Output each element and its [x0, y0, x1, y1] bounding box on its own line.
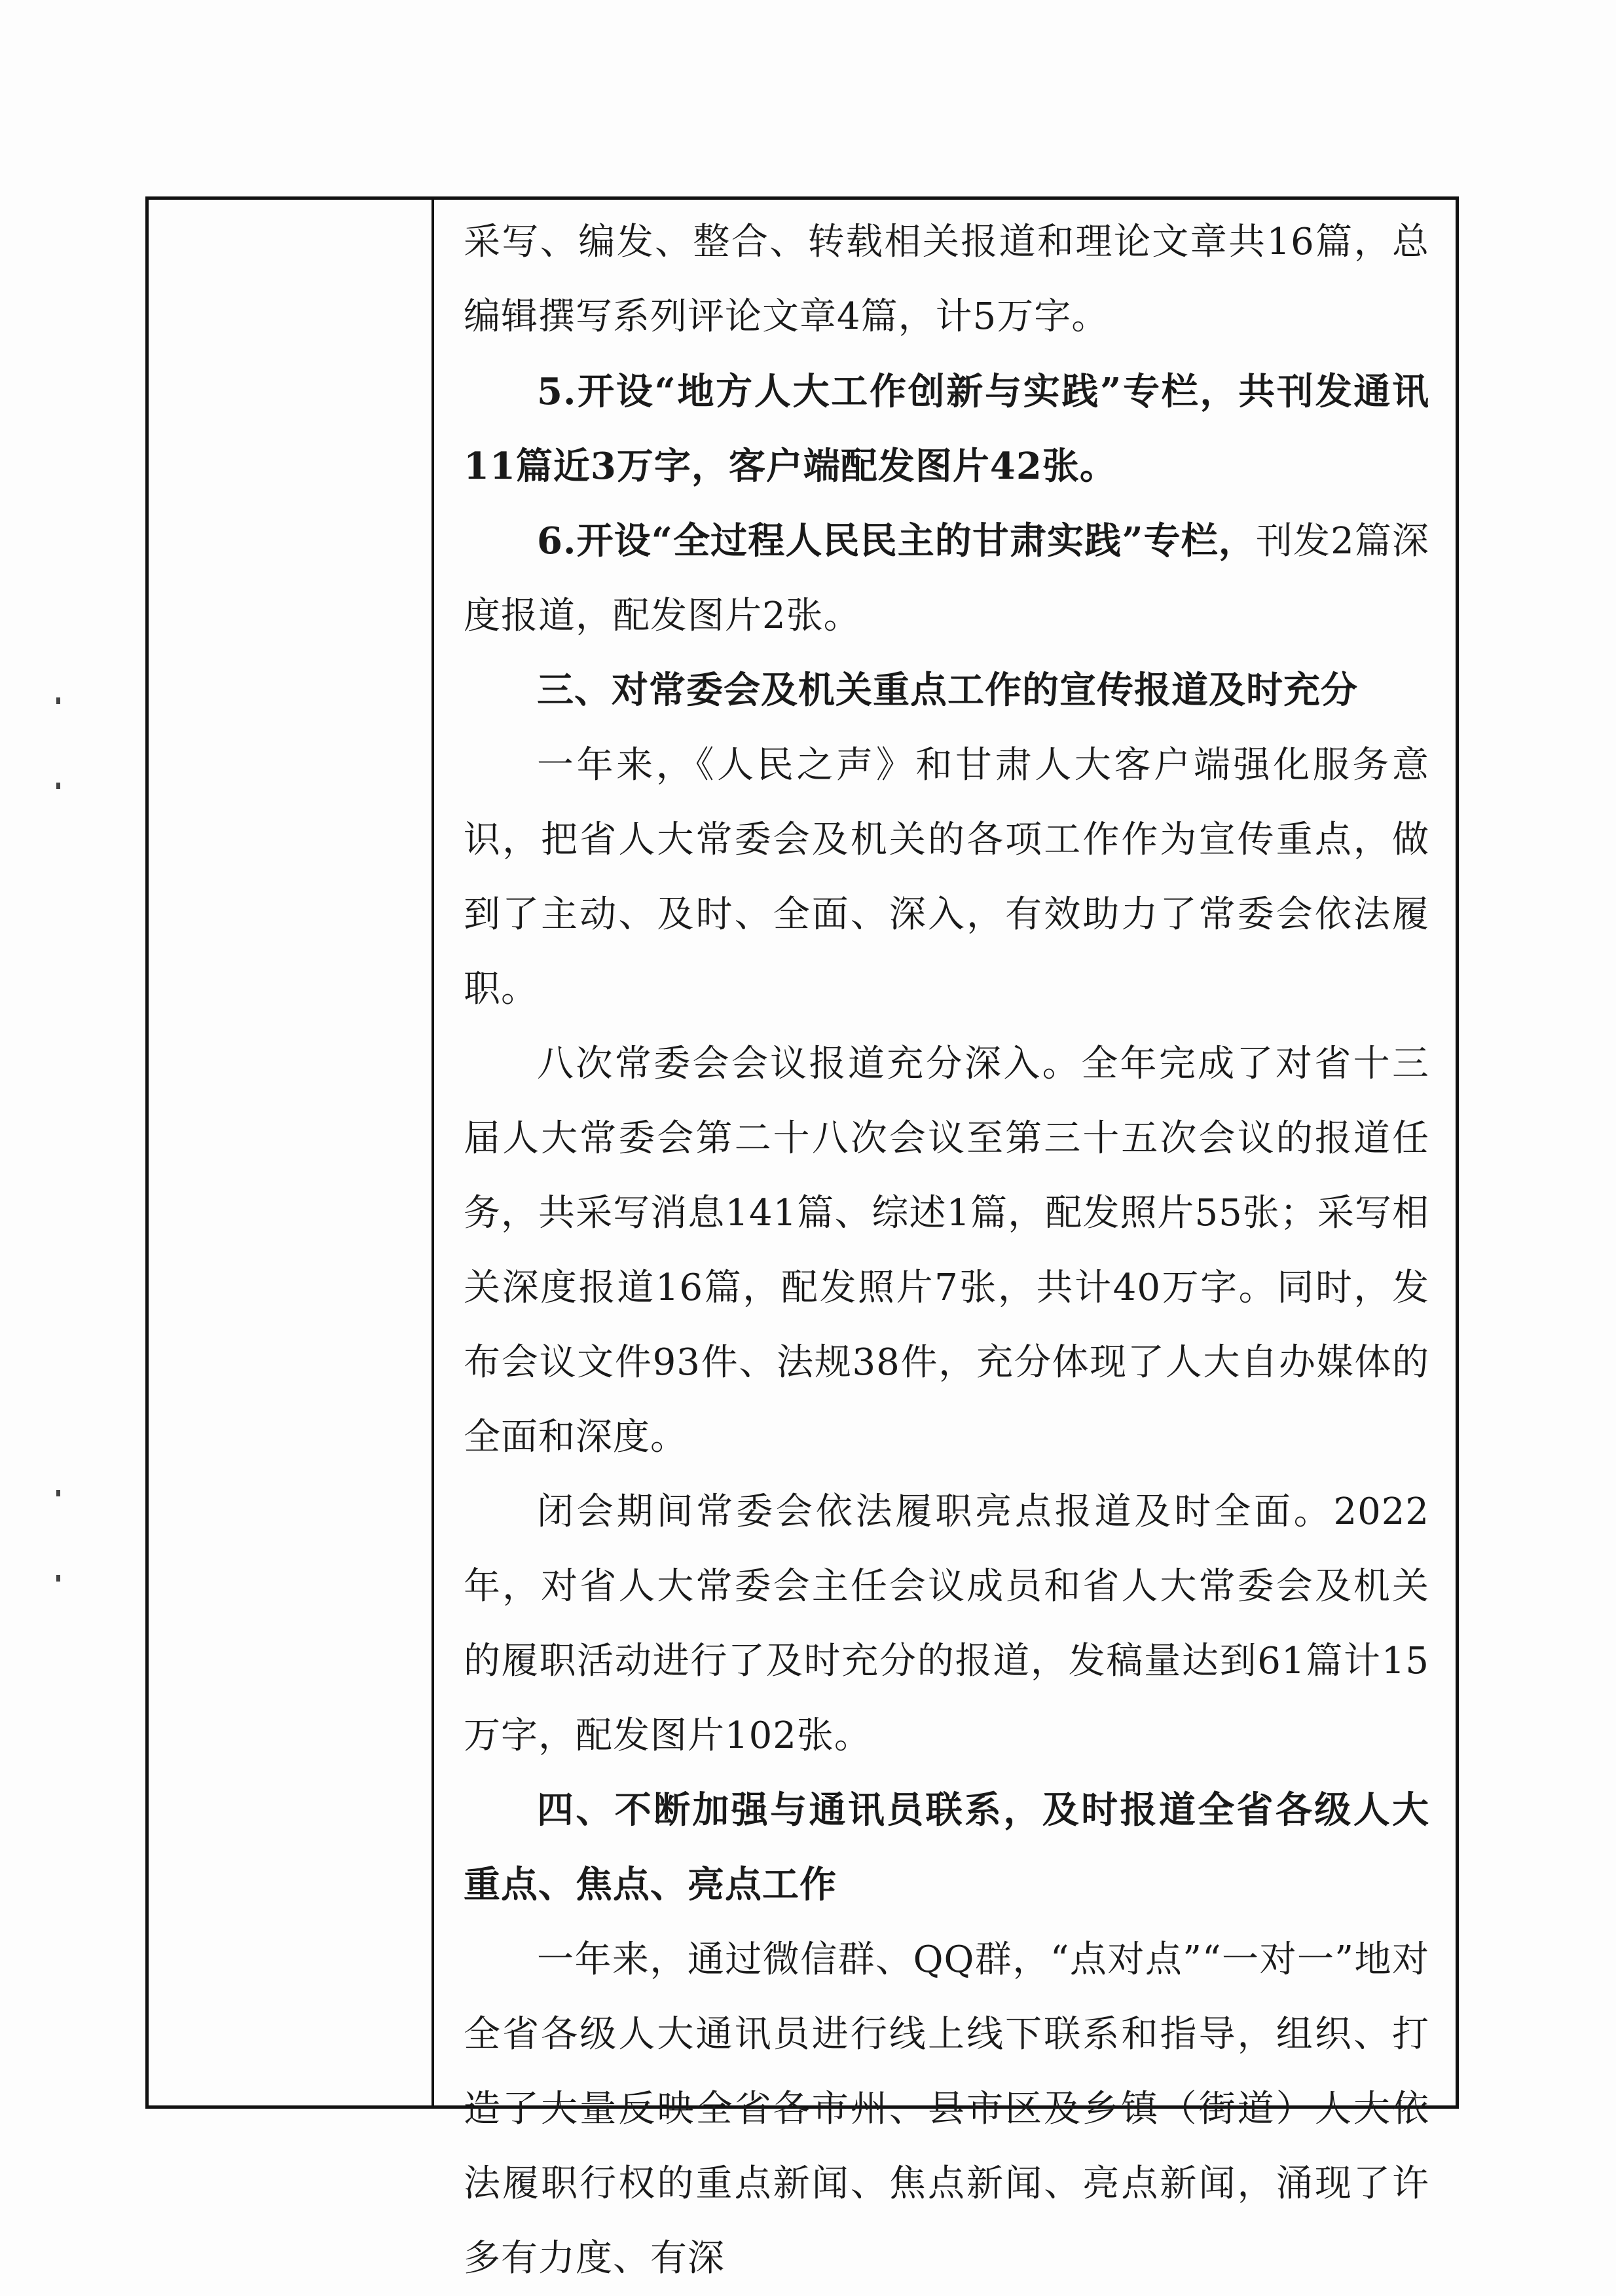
- scan-mark: [56, 783, 60, 789]
- paragraph-sessions: 八次常委会会议报道充分深入。全年完成了对省十三届人大常委会第二十八次会议至第三十五次会议的报道任务，共采写消息141篇、综述1篇，配发照片55张；采写相关深度报道16篇，配发照片7张，共计40万字。同时，发布会议文件93件、法规38件，充分体现了人大自办媒体的全面和深度。: [464, 1043, 1429, 1458]
- paragraph-item-6: [464, 504, 1429, 654]
- table-right-cell: [434, 200, 1456, 2280]
- scan-mark: [56, 1490, 60, 1496]
- paragraph-correspondents: 一年来，通过微信群、QQ群，“点对点”“一对一”地对全省各级人大通讯员进行线上线下联系和指导，组织、打造了大量反映全省各市州、县市区及乡镇（街道）人大依法履职行权的重点新闻、焦点新闻、亮点新闻，涌现了许多有力度、有深: [464, 1938, 1429, 2280]
- table-left-cell: [149, 200, 434, 2105]
- paragraph-item-5: 5.开设“地方人大工作创新与实践”专栏，共刊发通讯11篇近3万字，客户端配发图片42张。: [464, 370, 1429, 488]
- document-body: [464, 205, 1429, 2296]
- section-heading-3: 三、对常委会及机关重点工作的宣传报道及时充分: [537, 669, 1358, 712]
- scan-mark: [56, 1575, 60, 1582]
- document-table: [145, 196, 1459, 2280]
- scan-mark: [56, 697, 60, 704]
- section-heading-4: 四、不断加强与通讯员联系，及时报道全省各级人大重点、焦点、亮点工作: [464, 1789, 1429, 1906]
- paragraph-continuation: 采写、编发、整合、转载相关报道和理论文章共16篇，总编辑撰写系列评论文章4篇，计5万字。: [464, 221, 1429, 338]
- paragraph-overview: 一年来，《人民之声》和甘肃人大客户端强化服务意识，把省人大常委会及机关的各项工作作为宣传重点，做到了主动、及时、全面、深入，有效助力了常委会依法履职。: [464, 744, 1429, 1010]
- paragraph-recess: 闭会期间常委会依法履职亮点报道及时全面。2022年，对省人大常委会主任会议成员和省人大常委会及机关的履职活动进行了及时充分的报道，发稿量达到61篇计15万字，配发图片102张。: [464, 1491, 1429, 1757]
- item-6-text: 刊发2篇深度报道，配发图片2张。: [464, 520, 1429, 637]
- item-6-title: 6.开设“全过程人民民主的甘肃实践”专栏，: [537, 519, 1256, 563]
